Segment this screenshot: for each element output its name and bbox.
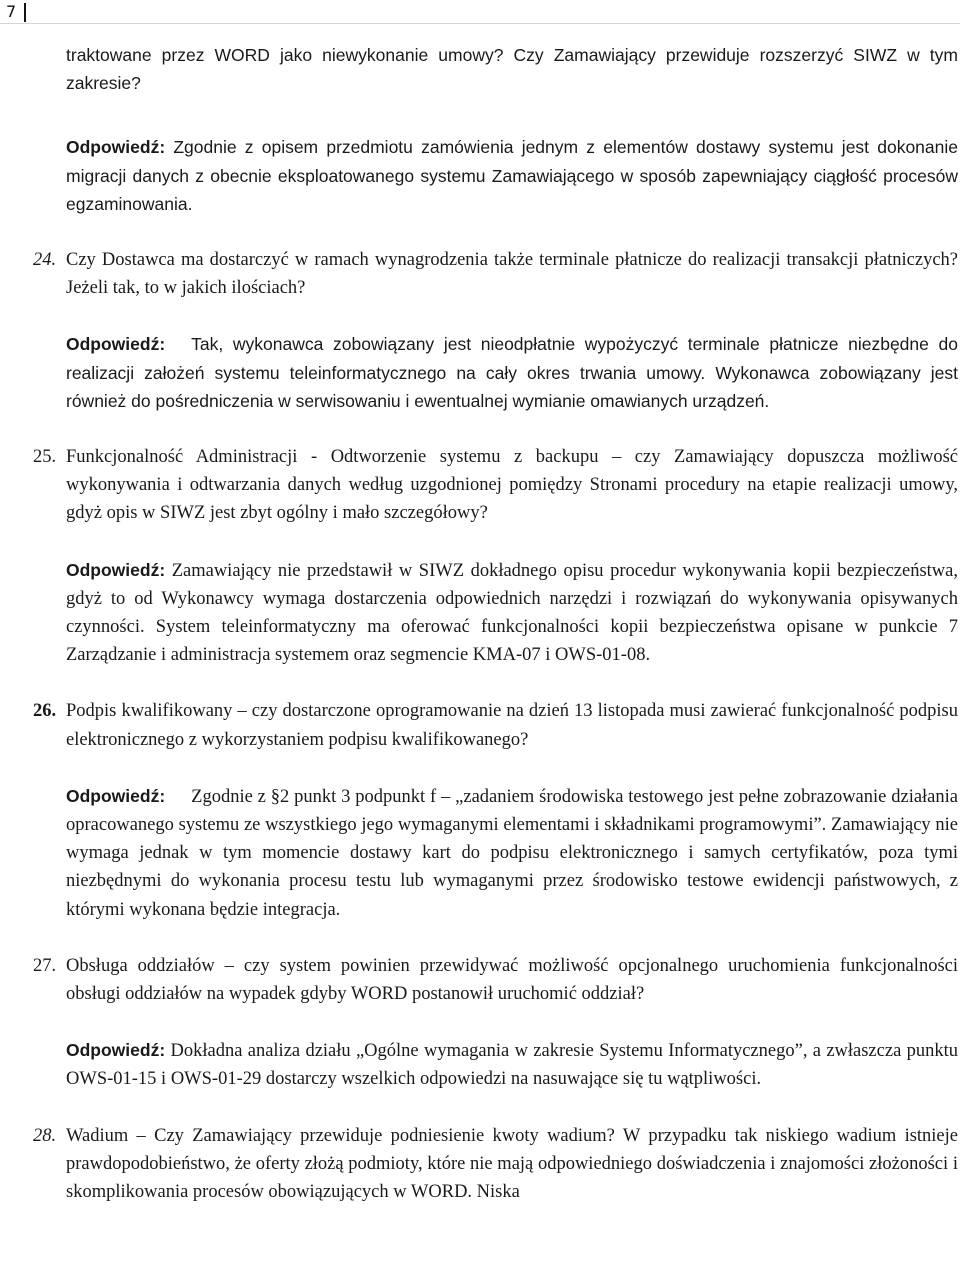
question-25 [33, 443, 958, 528]
question-27 [33, 952, 958, 1008]
document-body [33, 41, 958, 1206]
answer-24-text: Tak, wykonawca zobowiązany jest nieodpłatnie wypożyczyć terminale płatnicze niezbędne do realizacji założeń systemu teleinformatycznego na cały okres trwania umowy. Wykonawca zobowiązany jest również do pośredniczenia w serwisowaniu i ewentualnej wymianie omawianych urządzeń. [66, 334, 958, 411]
answer-25 [66, 556, 958, 670]
answer-27 [66, 1036, 958, 1093]
answer-26-label: Odpowiedź: [66, 785, 166, 806]
question-26-number: 26. [33, 701, 57, 722]
answer-26 [66, 782, 958, 924]
answer-23 [66, 133, 958, 218]
answer-24-label: Odpowiedź: [66, 334, 166, 355]
header-rule [0, 23, 960, 24]
question-28 [33, 1122, 958, 1207]
question-27-text: Obsługa oddziałów – czy system powinien przewidywać możliwość opcjonalnego uruchomienia funkcjonalności obsługi oddziałów na wypadek gdyby WORD postanowił uruchomić oddział? [66, 955, 958, 1005]
answer-23-text: Zgodnie z opisem przedmiotu zamówienia jednym z elementów dostawy systemu jest dokonanie migracji danych z obecnie eksploatowanego systemu Zamawiającego w sposób zapewniający ciągłość procesów egzaminowania. [66, 137, 958, 214]
question-24-number: 24. [33, 250, 57, 271]
page-header [0, 0, 960, 24]
answer-27-label: Odpowiedź: [66, 1040, 166, 1061]
question-25-number: 25. [33, 447, 57, 468]
question-28-number: 28. [33, 1125, 57, 1146]
question-24-text: Czy Dostawca ma dostarczyć w ramach wynagrodzenia także terminale płatnicze do realizacji transakcji płatniczych? Jeżeli tak, to w jakich ilościach? [66, 250, 958, 299]
answer-25-text: Zamawiający nie przedstawił w SIWZ dokładnego opisu procedur wykonywania kopii bezpieczeństwa, gdyż to od Wykonawcy wymaga dostarczenia odpowiednich narzędzi i rozwiązań do wykonywania opisywanych czynności. System teleinformatyczny ma oferować funkcjonalności kopii bezpieczeństwa opisane w punkcie 7 Zarządzanie i administracja systemem oraz segmencie KMA-07 i OWS-01-08. [66, 560, 958, 666]
question-23-continuation: traktowane przez WORD jako niewykonanie umowy? Czy Zamawiający przewiduje rozszerzyć SIWZ w tym zakresie? [66, 45, 958, 94]
answer-24 [66, 330, 958, 415]
header-bar [24, 3, 26, 22]
question-27-number: 27. [33, 955, 57, 976]
question-24 [33, 246, 958, 302]
page-number: 7 [6, 2, 17, 21]
question-28-text: Wadium – Czy Zamawiający przewiduje podniesienie kwoty wadium? W przypadku tak niskiego wadium istnieje prawdopodobieństwo, że oferty złożą podmioty, które nie mają odpowiedniego doświadczenia i znajomości złożoności i skomplikowania procesów obowiązujących w WORD. Niska [66, 1125, 958, 1203]
question-26-text: Podpis kwalifikowany – czy dostarczone oprogramowanie na dzień 13 listopada musi zawierać funkcjonalność podpisu elektronicznego z wykorzystaniem podpisu kwalifikowanego? [66, 701, 958, 750]
answer-23-label: Odpowiedź: [66, 137, 166, 158]
answer-27-text: Dokładna analiza działu „Ogólne wymagania w zakresie Systemu Informatycznego”, a zwłaszcza punktu OWS-01-15 i OWS-01-29 dostarczy wszelkich odpowiedzi na nasuwające się tu wątpliwości. [66, 1041, 958, 1090]
question-25-text: Funkcjonalność Administracji - Odtworzenie systemu z backupu – czy Zamawiający dopuszcza możliwość wykonywania i odtwarzania danych według uzgodnionej pomiędzy Stronami procedury na etapie realizacji umowy, gdyż opis w SIWZ jest zbyt ogólny i mało szczegółowy? [66, 447, 958, 524]
answer-26-text: Zgodnie z §2 punkt 3 podpunkt f – „zadaniem środowiska testowego jest pełne zobrazowanie działania opracowanego systemu ze wszystkiego jego wymaganymi elementami i składnikami programowymi”. Zamawiający nie wymaga jednak w tym momencie dostawy kart do podpisu elektronicznego i samych certyfikatów, poza tymi niezbędnymi do wykonania procesu testu lub wymaganymi przez środowisko testowe ewidencji państwowych, z którymi wykonana będzie integracja. [66, 786, 958, 920]
answer-25-label: Odpowiedź: [66, 559, 166, 580]
question-26 [33, 697, 958, 753]
